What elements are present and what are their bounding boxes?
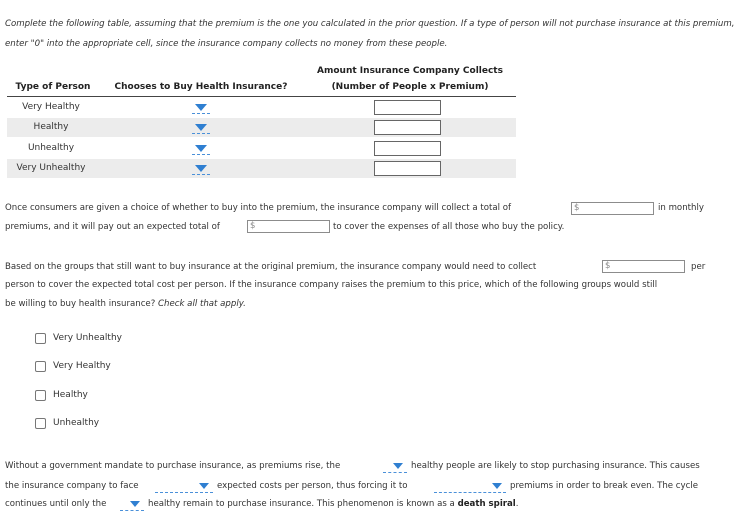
amount-input[interactable]: [374, 161, 441, 176]
chooses-dropdown[interactable]: [192, 163, 210, 175]
period: .: [515, 499, 519, 509]
chevron-down-icon: [130, 501, 140, 507]
total-payout-input[interactable]: [247, 220, 330, 233]
premium-action-dropdown[interactable]: [434, 481, 506, 493]
checkbox-label: Very Unhealthy: [53, 333, 122, 343]
instructions-text: Complete the following table, assuming that the premium is the one you calculated in the prior question. If a type of person will not purchase insurance at this premium, enter "0" into the appropriate cell, since the insurance company collects no money from these people.: [5, 19, 735, 49]
chooses-dropdown[interactable]: [192, 122, 210, 134]
table-row: [7, 98, 516, 117]
table-row: [7, 118, 516, 137]
costs-direction-dropdown[interactable]: [155, 481, 213, 493]
amount-header-line2: (Number of People x Premium): [331, 82, 489, 92]
break-even-text: premiums in order to break even. The cycle: [510, 481, 699, 491]
chevron-down-icon: [195, 165, 207, 172]
continues-text: continues until only the: [5, 499, 107, 509]
check-all-hint: Check all that apply.: [158, 299, 246, 309]
table-row: [7, 159, 516, 178]
cover-expenses-text: to cover the expenses of all those who buy the policy.: [333, 222, 565, 232]
amount-header-line1: Amount Insurance Company Collects: [317, 66, 503, 76]
payout-text: premiums, and it will pay out an expected total of: [5, 222, 220, 232]
checkbox-label: Unhealthy: [53, 418, 100, 428]
in-monthly-text: in monthly: [658, 203, 704, 213]
amount-input[interactable]: [374, 100, 441, 115]
remaining-type-dropdown[interactable]: [120, 499, 144, 511]
header-divider: [7, 96, 516, 97]
question-line2: person to cover the expected total cost per person. If the insurance company raises the premium to this price, which of the following groups would still: [5, 280, 658, 290]
per-text: per: [691, 262, 706, 272]
type-header: Type of Person: [15, 82, 91, 92]
question-line3: [5, 299, 246, 309]
checkbox-label: Very Healthy: [53, 361, 111, 371]
total-collect-input[interactable]: [571, 202, 654, 215]
checkbox-label: Healthy: [53, 390, 88, 400]
face-text: the insurance company to face: [5, 481, 139, 491]
type-cell: Healthy: [33, 122, 69, 132]
type-cell: Very Healthy: [22, 102, 80, 112]
chevron-down-icon: [195, 145, 207, 152]
chooses-dropdown[interactable]: [192, 102, 210, 114]
checkbox-very-unhealthy[interactable]: [35, 333, 46, 344]
expected-costs-text: expected costs per person, thus forcing it to: [217, 481, 408, 491]
death-spiral-sentence: [148, 499, 519, 509]
healthy-type-dropdown[interactable]: [383, 461, 407, 473]
table-row: [7, 139, 516, 158]
chevron-down-icon: [195, 124, 207, 131]
chooses-dropdown[interactable]: [192, 143, 210, 155]
stop-purchasing-text: healthy people are likely to stop purchasing insurance. This causes: [411, 461, 700, 471]
dollar-sign: $: [605, 261, 611, 271]
total-collect-text: Once consumers are given a choice of whether to buy into the premium, the insurance company will collect a total of: [5, 203, 512, 213]
chevron-down-icon: [492, 483, 502, 489]
type-cell: Unhealthy: [27, 143, 75, 153]
amount-input[interactable]: [374, 120, 441, 135]
required-premium-input[interactable]: [602, 260, 685, 273]
dollar-sign: $: [574, 203, 580, 213]
amount-input[interactable]: [374, 141, 441, 156]
checkbox-unhealthy[interactable]: [35, 418, 46, 429]
chooses-header: Chooses to Buy Health Insurance?: [114, 82, 288, 92]
chevron-down-icon: [199, 483, 209, 489]
type-cell: Very Unhealthy: [16, 163, 86, 173]
phenomenon-text: healthy remain to purchase insurance. This phenomenon is known as a: [148, 499, 455, 509]
question-text: be willing to buy health insurance?: [5, 299, 156, 309]
mandate-text: Without a government mandate to purchase insurance, as premiums rise, the: [5, 461, 341, 471]
required-collect-text: Based on the groups that still want to buy insurance at the original premium, the insurance company would need to collect: [5, 262, 537, 272]
death-spiral-term: death spiral: [457, 499, 516, 509]
dollar-sign: $: [250, 221, 256, 231]
checkbox-very-healthy[interactable]: [35, 361, 46, 372]
checkbox-healthy[interactable]: [35, 390, 46, 401]
chevron-down-icon: [393, 463, 403, 469]
chevron-down-icon: [195, 104, 207, 111]
